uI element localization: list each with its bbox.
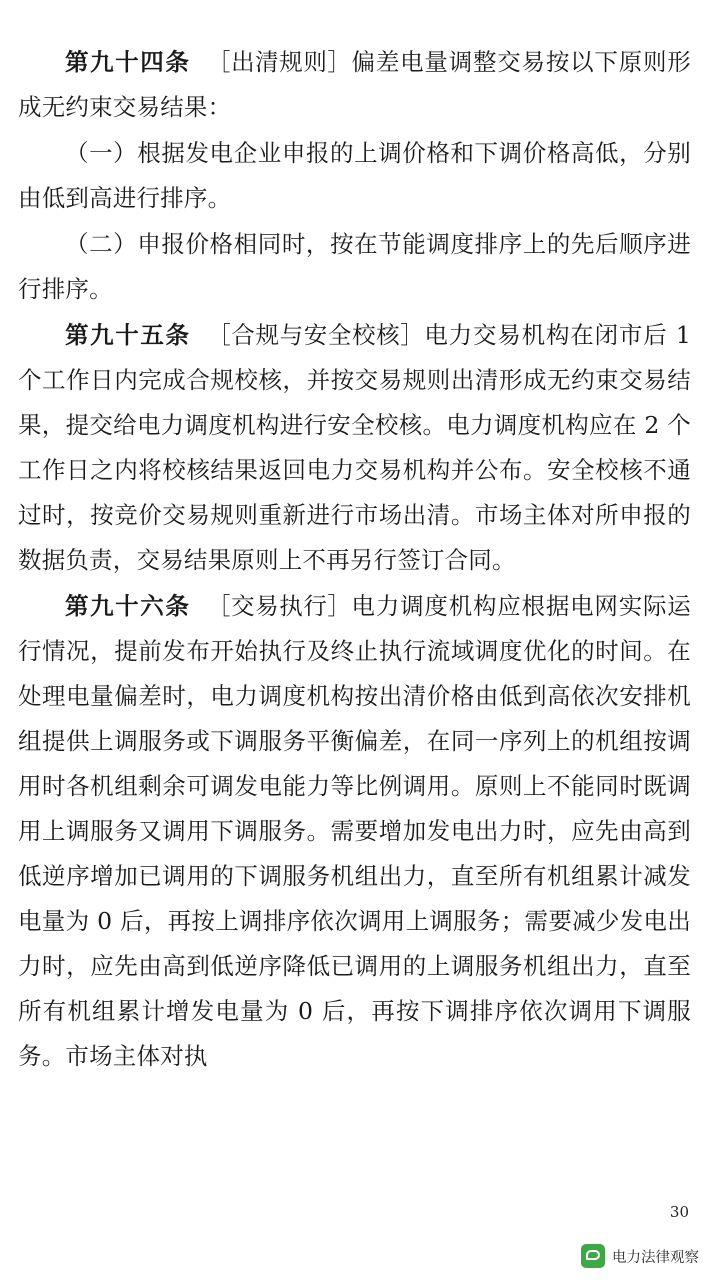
page-number: 30 — [669, 1203, 689, 1221]
footer-brand — [581, 1244, 699, 1268]
article-tag: ［出清规则］ — [206, 48, 352, 76]
article-number: 第九十五条 — [65, 321, 191, 349]
article-text: 电力调度机构应根据电网实际运行情况，提前发布开始执行及终止执行流域调度优化的时间。在处理电量偏差时，电力调度机构按出清价格由低到高依次安排机组提供上调服务或下调服务平衡偏差，在同一序列上的机组按调用时各机组剩余可调发电能力等比例调用。原则上不能同时既调用上调服务又调用下调服务。需要增加发电出力时，应先由高到低逆序增加已调用的下调服务机组出力，直至所有机组累计减发电量为 0 后，再按上调排序依次调用上调服务；需要减少发电出力时，应先由高到低逆序降低已调用的上调服务机组出力，直至所有机组累计增发电量为 0 后，再按下调排序依次调用下调服务。市场主体对执 — [18, 592, 692, 1070]
article-tag: ［交易执行］ — [206, 592, 352, 620]
article-tag: ［合规与安全校核］ — [207, 321, 425, 349]
document-body — [18, 40, 691, 1079]
spacer — [190, 48, 207, 76]
paragraph-article-94-item-2 — [18, 222, 691, 312]
wechat-official-account-icon — [581, 1244, 605, 1268]
paragraph-article-94-item-1 — [18, 131, 691, 221]
paragraph-article-94 — [18, 40, 691, 130]
article-text: （一）根据发电企业申报的上调价格和下调价格高低，分别由低到高进行排序。 — [18, 139, 691, 212]
brand-name: 电力法律观察 — [612, 1249, 699, 1266]
spacer — [190, 592, 207, 620]
article-text: （二）申报价格相同时，按在节能调度排序上的先后顺序进行排序。 — [18, 230, 691, 303]
article-text: 偏差电量调整交易按以下原则形成无约束交易结果： — [18, 48, 692, 121]
article-number: 第九十六条 — [65, 592, 191, 620]
spacer — [191, 321, 208, 349]
paragraph-article-96 — [18, 584, 691, 1079]
paragraph-article-95 — [18, 313, 691, 583]
article-text: 电力交易机构在闭市后 1 个工作日内完成合规校核，并按交易规则出清形成无约束交易结果，提交给电力调度机构进行安全校核。电力调度机构应在 2 个工作日之内将校核结果返回电力交易机构并公布。安全校核不通过时，按竞价交易规则重新进行市场出清。市场主体对所申报的数据负责，交易结果原则上不再另行签订合同。 — [18, 321, 692, 574]
article-number: 第九十四条 — [65, 48, 191, 76]
